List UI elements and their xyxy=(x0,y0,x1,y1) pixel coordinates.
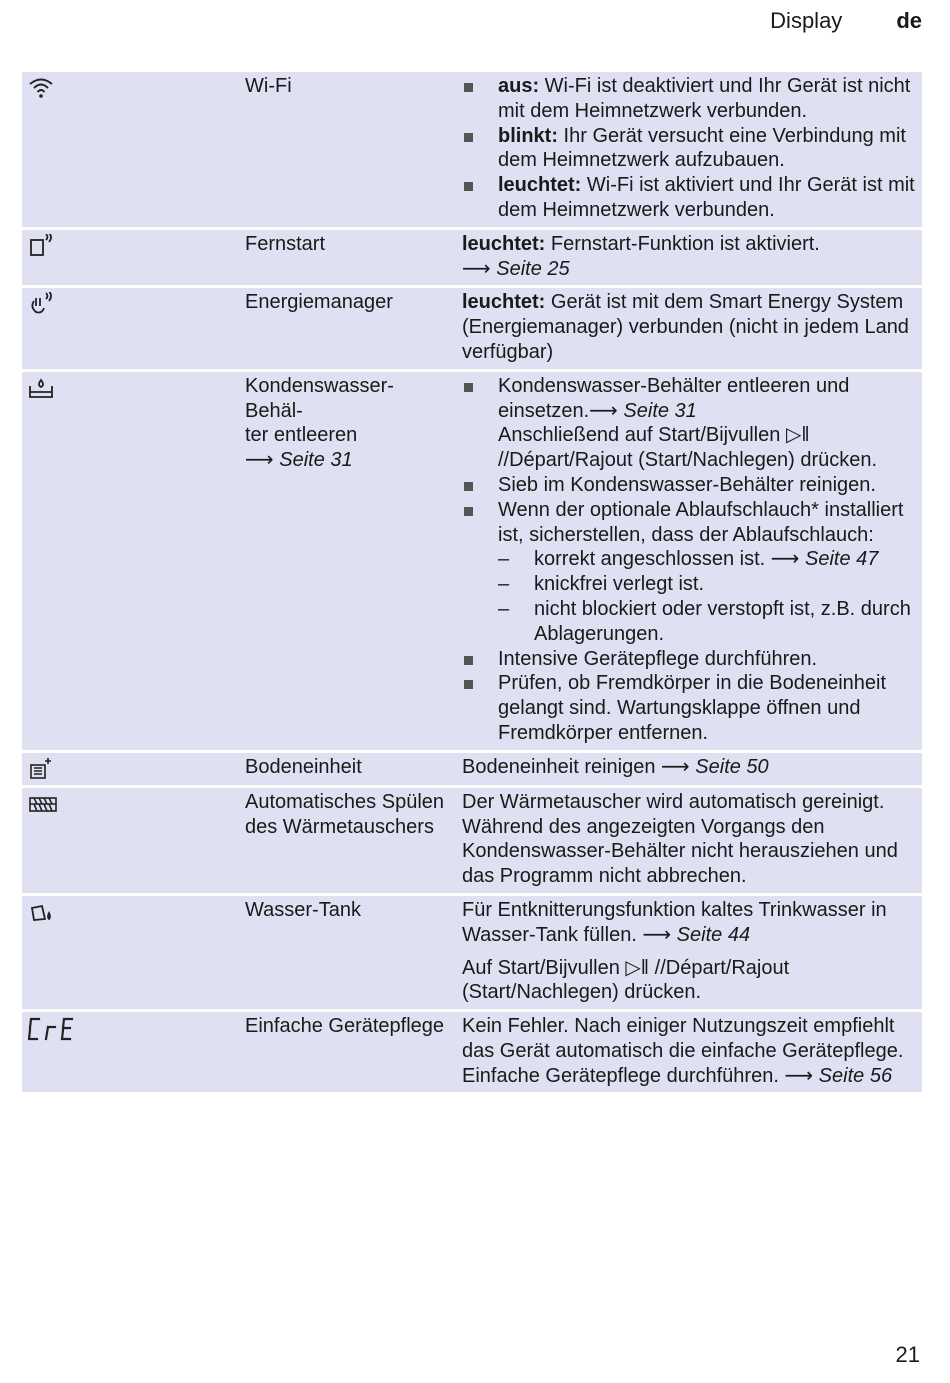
arrow-right-icon: ⟶ xyxy=(589,399,618,422)
symbol-description: leuchtet: Gerät ist mit dem Smart Energy System (Energiemanager) verbunden (nicht in jedem Land verfügbar) xyxy=(454,288,922,368)
symbol-description xyxy=(454,372,922,750)
list-item: blinkt: Ihr Gerät versucht eine Verbindung mit dem Heimnetzwerk aufzubauen. xyxy=(462,124,916,174)
arrow-right-icon: ⟶ xyxy=(245,449,274,472)
table-row xyxy=(22,230,922,286)
page-reference: ⟶ Seite 50 xyxy=(661,755,769,778)
section-title: Display xyxy=(770,8,843,33)
symbol-description: Bodeneinheit reinigen ⟶ Seite 50 xyxy=(454,753,922,785)
list-item: Kondenswasser-Behälter entleeren und einsetzen.⟶ Seite 31 Anschließend auf Start/Bijvullen ▷‖ //Départ/Rajout (Start/Nachlegen) drücken. xyxy=(462,374,916,473)
list-item: Wenn der optionale Ablaufschlauch* installiert ist, sicherstellen, dass der Ablaufschlauch: – korrekt angeschlossen ist. ⟶ Seite 47 – knickfrei verlegt ist. – nicht blockiert oder verstopft ist, z.B. durch Ablagerungen. xyxy=(462,498,916,647)
page-reference: ⟶ Seite 44 xyxy=(642,923,751,946)
table-row xyxy=(22,788,922,893)
list-item: Intensive Gerätepflege durchführen. xyxy=(462,647,916,672)
list-item: – knickfrei verlegt ist. xyxy=(498,572,916,597)
start-pause-icon: ▷‖ xyxy=(785,424,810,447)
symbol-description: Der Wärmetauscher wird automatisch gereinigt. Während des angezeigten Vorgangs den Kondenswasser-Behälter nicht herausziehen und das Programm nicht abbrechen. xyxy=(454,788,922,893)
symbol-description xyxy=(454,72,922,227)
energy-manager-icon xyxy=(28,292,231,316)
table-row xyxy=(22,753,922,785)
table-row xyxy=(22,372,922,750)
symbol-name: Automatisches Spülen des Wärmetauschers xyxy=(237,788,454,893)
page-number: 21 xyxy=(895,1342,920,1367)
symbol-name: Bodeneinheit xyxy=(237,753,454,785)
arrow-right-icon: ⟶ xyxy=(462,257,491,280)
symbol-name: Kondenswasser-Behäl- ter entleeren ⟶ Seite 31 xyxy=(237,372,454,750)
table-row xyxy=(22,288,922,368)
symbol-name: Wasser-Tank xyxy=(237,896,454,1009)
list-item: Sieb im Kondenswasser-Behälter reinigen. xyxy=(462,473,916,498)
remote-start-icon xyxy=(28,234,231,258)
cre-display-code xyxy=(28,1016,231,1042)
wifi-icon xyxy=(28,76,231,100)
symbol-description: Kein Fehler. Nach einiger Nutzungszeit empfiehlt das Gerät automatisch die einfache Gerätepflege. Einfache Gerätepflege durchführen. ⟶ Seite 56 xyxy=(454,1012,922,1092)
page-reference: ⟶ Seite 25 xyxy=(462,257,570,280)
water-tank-icon xyxy=(28,900,231,924)
arrow-right-icon: ⟶ xyxy=(661,755,690,778)
list-item: Prüfen, ob Fremdkörper in die Bodeneinheit gelangt sind. Wartungsklappe öffnen und Fremdkörper entfernen. xyxy=(462,671,916,745)
symbol-name: Energiemanager xyxy=(237,288,454,368)
table-row xyxy=(22,896,922,1009)
list-item: aus: Wi-Fi ist deaktiviert und Ihr Gerät ist nicht mit dem Heimnetzwerk verbunden. xyxy=(462,74,916,124)
list-item: – korrekt angeschlossen ist. ⟶ Seite 47 xyxy=(498,547,916,572)
symbol-description: Für Entknitterungsfunktion kaltes Trinkwasser in Wasser-Tank füllen. ⟶ Seite 44 Auf Start/Bijvullen ▷‖ //Départ/Rajout (Start/Nachlegen) drücken. xyxy=(454,896,922,1009)
start-pause-icon: ▷‖ xyxy=(625,956,650,979)
condensate-container-icon xyxy=(28,376,231,400)
list-item: – nicht blockiert oder verstopft ist, z.B. durch Ablagerungen. xyxy=(498,597,916,647)
symbol-description: leuchtet: Fernstart-Funktion ist aktiviert. ⟶ Seite 25 xyxy=(454,230,922,286)
base-unit-icon xyxy=(28,757,231,781)
page-reference: ⟶ Seite 56 xyxy=(784,1064,893,1087)
heat-exchanger-icon xyxy=(28,792,231,816)
list-item: leuchtet: Wi-Fi ist aktiviert und Ihr Gerät ist mit dem Heimnetzwerk verbunden. xyxy=(462,173,916,223)
symbol-name: Wi-Fi xyxy=(237,72,454,227)
arrow-right-icon: ⟶ xyxy=(784,1064,814,1087)
language-code: de xyxy=(896,8,922,33)
page-header xyxy=(770,8,922,34)
symbol-name: Einfache Gerätepflege xyxy=(237,1012,454,1092)
page-reference: ⟶ Seite 31 xyxy=(589,399,697,422)
page-reference: ⟶ Seite 31 xyxy=(245,449,353,472)
arrow-right-icon: ⟶ xyxy=(642,923,672,946)
table-row xyxy=(22,72,922,227)
display-symbols-table xyxy=(22,69,922,1095)
page-reference: ⟶ Seite 47 xyxy=(770,548,879,571)
arrow-right-icon: ⟶ xyxy=(770,548,800,571)
table-row xyxy=(22,1012,922,1092)
symbol-name: Fernstart xyxy=(237,230,454,286)
